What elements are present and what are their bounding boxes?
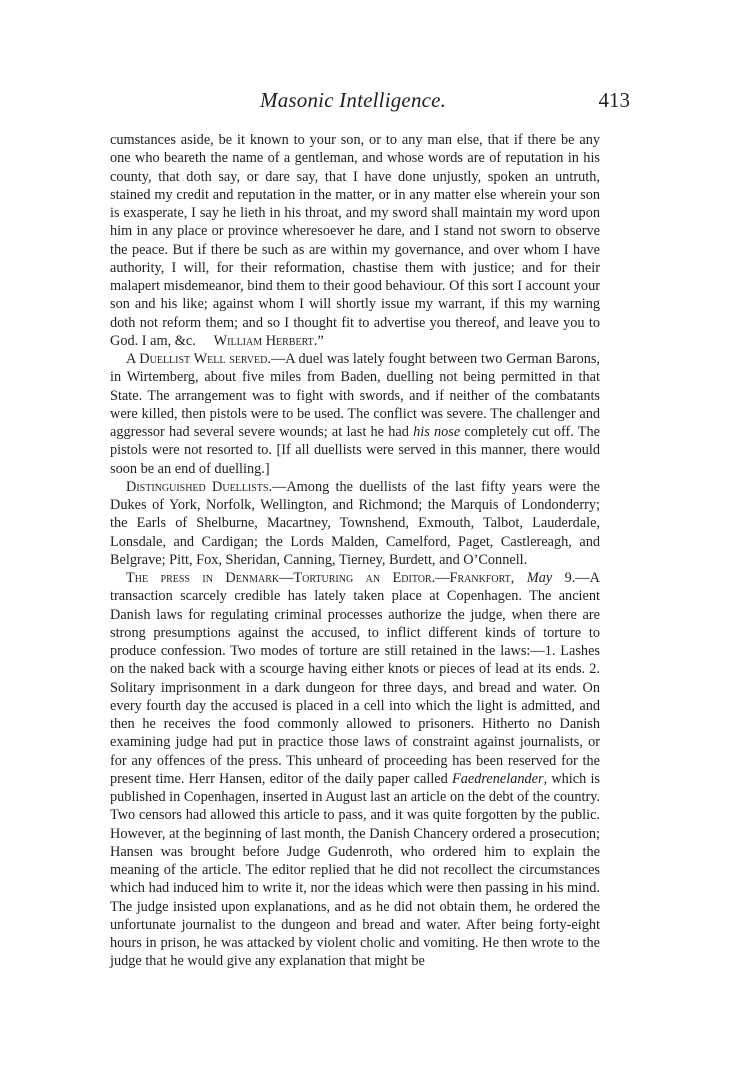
paragraph-text: , which is published in Copenhagen, inserted in August last an article on the debt of the country. Two censors had allowed this article to pass, and it was quite forgotten by the public. However, at the beginning of last month, the Danish Chancery ordered a prosecution; Hansen was brought before Judge Gudenroth, who ordered him to explain the meaning of the article. The editor replied that he did not recollect the circumstances which had induced him to write it, nor the ideas which were then passing in his mind. The judge insisted upon explanations, and as he did not obtain them, he ordered the unfortunate journalist to the dungeon and bread and water. After being forty-eight hours in prison, he was attacked by violent cholic and vomiting. He then wrote to the judge that he would give any explanation that might be (110, 770, 600, 970)
page-header (110, 88, 630, 118)
letter-text: cumstances aside, be it known to your son, or to any man else, that if there be any one who beareth the name of a gentleman, and whose words are of reputation in his county, that doth say, or dare say, that I have done unjustly, spoken an untruth, stained my credit and reputation in the matter, or in any matter else wherein your son is exasperate, I say he lieth in his throat, and my sword shall maintain my word upon him in any place or province wheresoever he dare, and I stand not sworn to observe the peace. But if there be such as are within my governance, and over whom I have authority, I will, for their reformation, chastise them with justice; and for their malapert misdemeanor, bind them to their good behaviour. Of this sort I account your son and his like; against whom I will shortly issue my warrant, if this my warning doth not reform them; and so I thought fit to advertise you thereof, and leave you to God. I am, &c. (110, 132, 600, 349)
emphasis-text: Faedrenelander (451, 770, 544, 787)
paragraph-letter-continuation (110, 131, 600, 350)
section-heading: Distinguished Duellists. (126, 478, 273, 495)
paragraph-text: —A duel was lately fought between two German Barons, in Wirtemberg, about five miles from Baden, duelling not being permitted in that State. The arrangement was to fight with swords, and if neither of the combatants were killed, then pistols were to be used. The conflict was severe. The challenger and aggressor had several severe wounds; at last he had (110, 351, 601, 440)
page-body (110, 131, 600, 971)
section-heading: A Duellist Well served. (126, 351, 271, 367)
section-heading: The press in Denmark—Torturing an Editor.—Frankfort, (126, 570, 515, 586)
paragraph-text: 9.—A transaction scarcely credible has lately taken place at Copenhagen. The ancient Danish laws for regulating criminal processes authorize the judge, when there are strong presumptions against the accused, to inflict different kinds of torture to produce confession. Two modes of torture are still retained in the laws:—1. Lashes on the naked back with a scourge having either knots or pieces of lead at its ends. 2. Solitary imprisonment in a dark dungeon for three days, and bread and water. On every fourth day the accused is placed in a cell into which the light is admitted, and then he receives the food commonly allowed to prisoners. Hitherto no Danish examining judge had put in practice those laws of constraint against journalists, or for any offences of the press. This unheard of proceeding has been reserved for the present time. Herr Hansen, editor of the daily paper called (110, 570, 600, 787)
letter-signature: William Herbert.” (213, 332, 324, 349)
emphasis-text: his nose (413, 424, 461, 440)
paragraph-press-in-denmark (110, 569, 600, 971)
paragraph-text: —Among the duellists of the last fifty years were the Dukes of York, Norfolk, Wellington, and Richmond; the Marquis of Londonderry; the Earls of Shelburne, Macartney, Townshend, Exmouth, Talbot, Lauderdale, Lonsdale, and Cardigan; the Lords Malden, Camelford, Paget, Castlereagh, and Belgrave; Pitt, Fox, Sheridan, Canning, Tierney, Burdett, and O’Connell. (110, 478, 600, 568)
running-title: Masonic Intelligence. (260, 88, 447, 112)
paragraph-distinguished-duellists (110, 478, 600, 569)
dateline: May (526, 570, 553, 586)
paragraph-duellist-well-served (110, 350, 600, 478)
page-number: 413 (598, 88, 630, 112)
paragraph-text: completely cut off. The pistols were not resorted to. [If all duellists were served in this manner, there would soon be an end of duelling.] (110, 424, 600, 477)
